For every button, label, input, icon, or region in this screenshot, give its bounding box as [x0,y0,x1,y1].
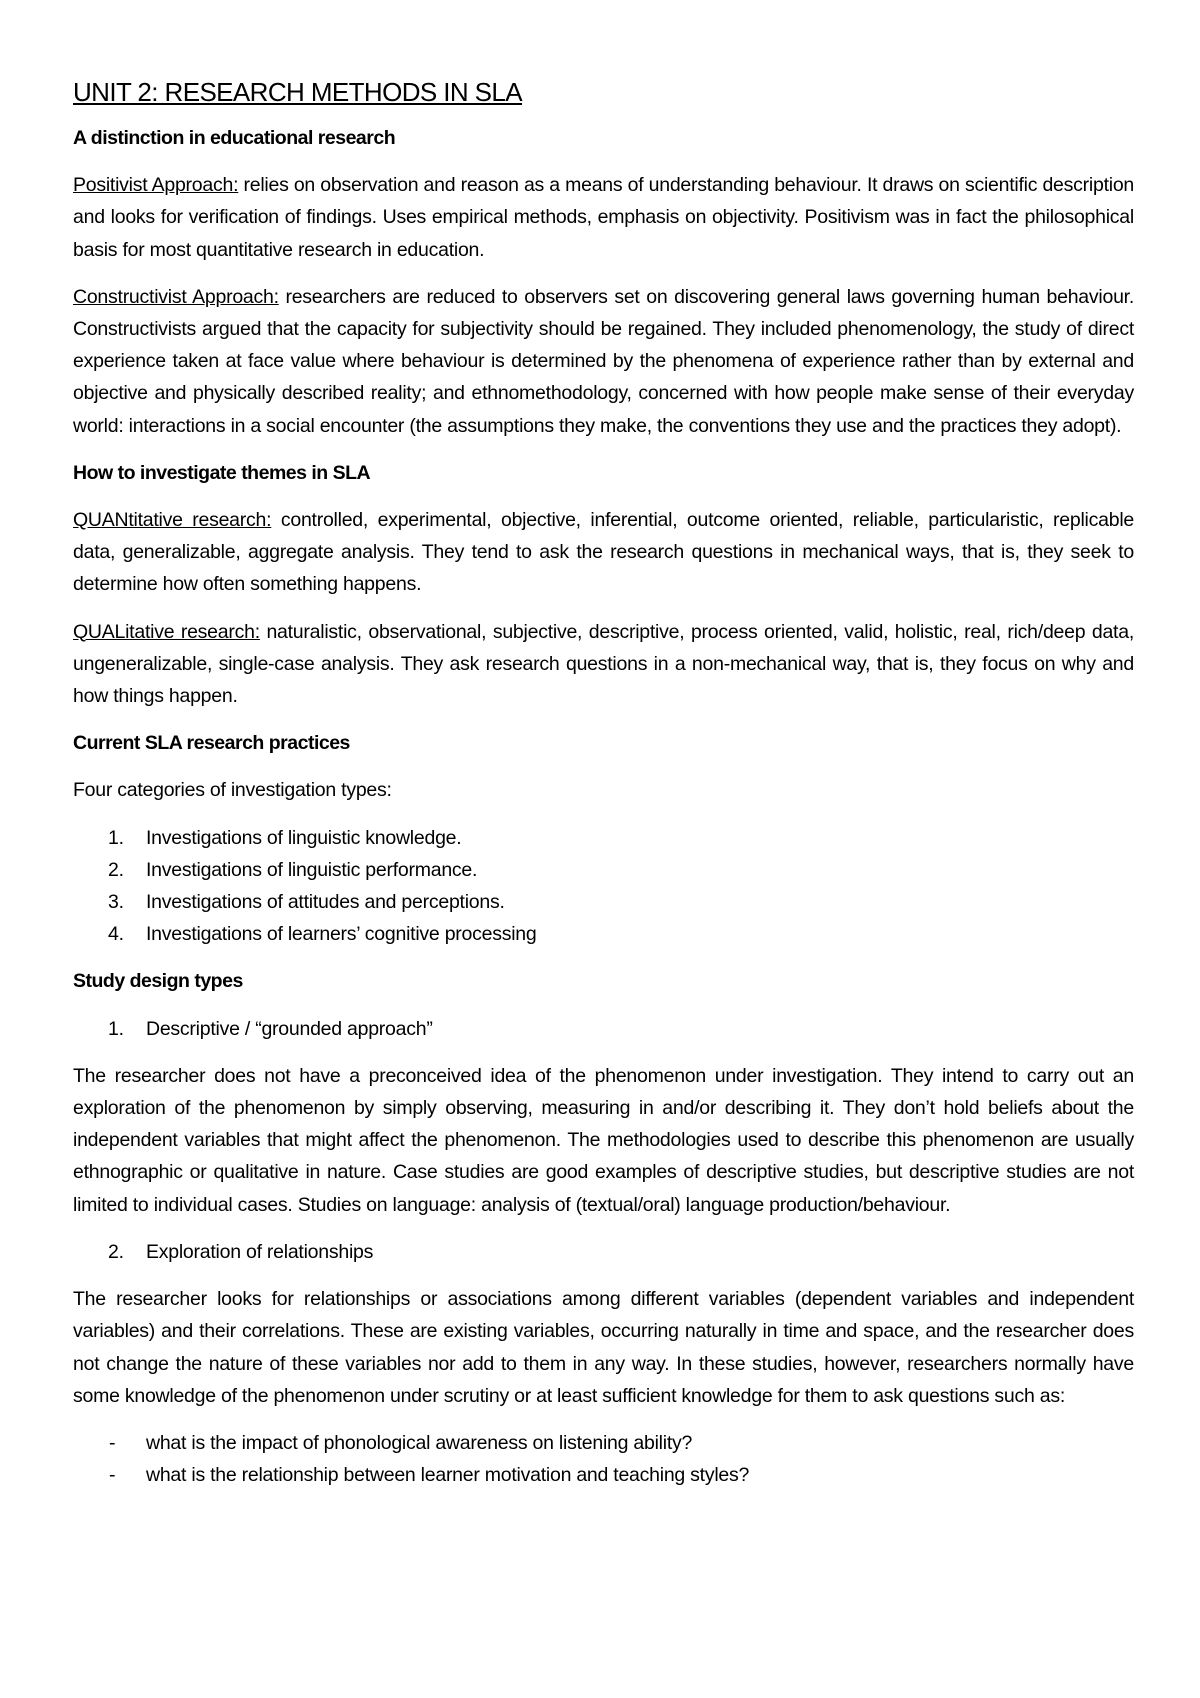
list-item-text: Investigations of attitudes and perceptions. [146,891,505,914]
paragraph-constructivist [73,281,1134,442]
list-item-text: Exploration of relationships [146,1240,374,1263]
section-heading-investigate-themes: How to investigate themes in SLA [73,461,371,484]
design-type-descriptive [73,1013,1134,1045]
text-qualitative: naturalistic, observational, subjective, descriptive, process oriented, valid, holistic, real, rich/deep data, ungeneralizable, single-case analysis. They ask research questions in a non-mechanical way, that is, they focus on why and how things happen. [73,620,1134,708]
list-item [73,918,1134,950]
text-quantitative: controlled, experimental, objective, inferential, outcome oriented, reliable, particularistic, replicable data, generalizable, aggregate analysis. They tend to ask the research questions in mechanical ways, that is, they seek to determine how often something happens. [73,509,1135,596]
design-type-relationships [73,1236,1134,1268]
list-item-text: Investigations of linguistic performance. [146,858,478,881]
term-positivist: Positivist Approach: [73,174,239,197]
example-questions-list [73,1427,1134,1491]
paragraph-relationships: The researcher looks for relationships or associations among different variables (dependent variables and independent variables) and their correlations. These are existing variables, occurring naturally in time and space, and the researcher does not change the nature of these variables nor add to them in any way. In these studies, however, researchers normally have some knowledge of the phenomenon under scrutiny or at least sufficient knowledge for them to ask questions such as: [73,1288,1134,1407]
list-number: 1. [108,1017,124,1040]
list-item-text: what is the impact of phonological awareness on listening ability? [146,1431,693,1454]
list-item-text: Investigations of linguistic knowledge. [146,826,462,849]
list-item [73,1459,1134,1491]
list-number: 2. [108,858,124,881]
paragraph-descriptive: The researcher does not have a preconceived idea of the phenomenon under investigation. They intend to carry out an exploration of the phenomenon by simply observing, measuring in and/or describing it. They don’t hold beliefs about the independent variables that might affect the phenomenon. The methodologies used to describe this phenomenon are usually ethnographic or qualitative in nature. Case studies are good examples of descriptive studies, but descriptive studies are not limited to individual cases. Studies on language: analysis of (textual/oral) language production/behaviour. [73,1064,1134,1216]
term-constructivist: Constructivist Approach: [73,285,279,308]
list-number: 4. [108,923,124,946]
list-item [73,854,1134,886]
section-heading-current-practices: Current SLA research practices [73,732,350,755]
list-item [73,822,1134,854]
paragraph-four-categories: Four categories of investigation types: [73,779,392,802]
text-positivist: relies on observation and reason as a means of understanding behaviour. It draws on scientific description and looks for verification of findings. Uses empirical methods, emphasis on objectivity. Positivism was in fact the philosophical basis for most quantitative research in education. [73,174,1135,261]
paragraph-positivist [73,169,1134,266]
list-item [73,1427,1134,1459]
section-heading-study-design: Study design types [73,970,243,993]
text-constructivist: researchers are reduced to observers set on discovering general laws governing human behaviour. Constructivists argued that the capacity for subjectivity should be regained. They included phenomenology, the study of direct experience taken at face value where behaviour is determined by the phenomena of experience rather than by external and objective and physically described reality; and ethnomethodology, concerned with how people make sense of their everyday world: interactions in a social encounter (the assumptions they make, the conventions they use and the practices they adopt). [73,285,1134,437]
list-bullet: - [109,1431,116,1454]
list-number: 1. [108,826,124,849]
section-heading-educational-research: A distinction in educational research [73,127,396,149]
list-bullet: - [109,1464,116,1487]
investigation-types-list [73,822,1134,951]
paragraph-quantitative [73,504,1134,601]
list-item-text: Investigations of learners’ cognitive processing [146,923,537,946]
document-page [73,72,1134,1506]
list-item [73,1236,1134,1268]
term-quantitative: QUANtitative research: [73,509,272,532]
paragraph-qualitative [73,616,1134,713]
page-title: UNIT 2: RESEARCH METHODS IN SLA [73,77,523,107]
list-item-text: Descriptive / “grounded approach” [146,1017,433,1040]
list-number: 3. [108,891,124,914]
list-item [73,886,1134,918]
list-item [73,1013,1134,1045]
list-number: 2. [108,1240,124,1263]
term-qualitative: QUALitative research: [73,620,260,643]
list-item-text: what is the relationship between learner motivation and teaching styles? [146,1464,750,1487]
